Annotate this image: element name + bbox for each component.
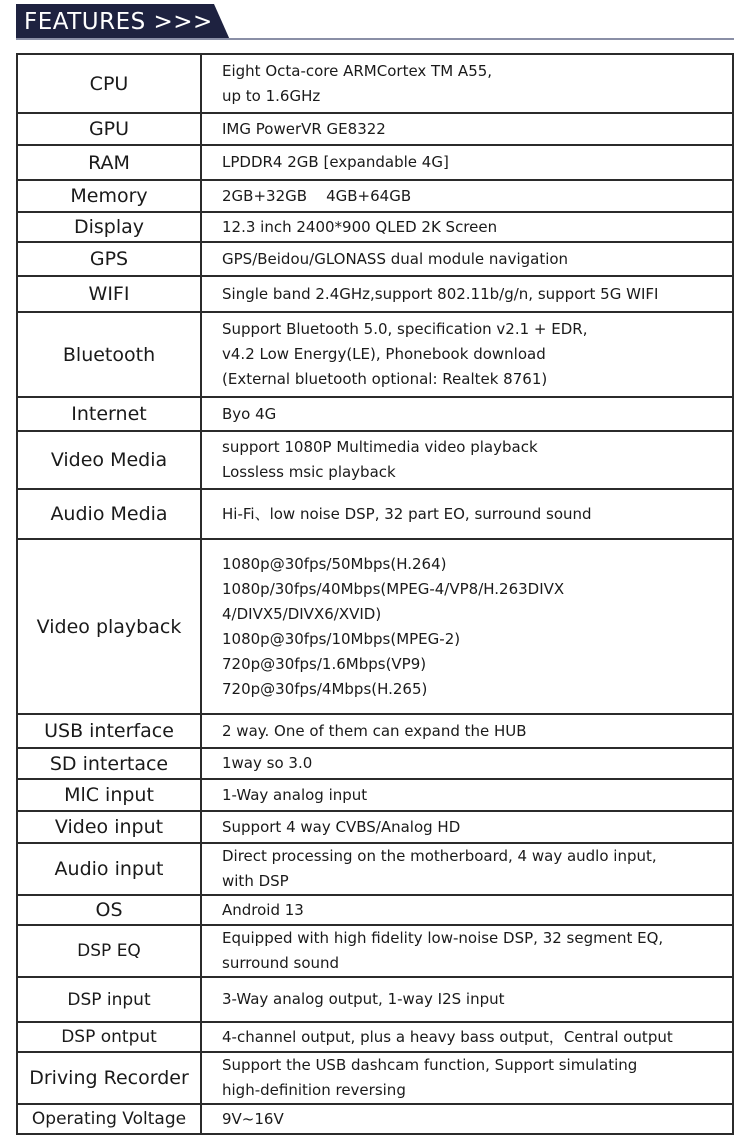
table-row: [17, 431, 733, 489]
table-row: [17, 714, 733, 748]
spec-label: Bluetooth: [17, 312, 201, 397]
spec-value-line: Eight Octa-core ARMCortex TM A55,: [222, 61, 493, 80]
table-row: [17, 925, 733, 977]
spec-value-line: IMG PowerVR GE8322: [222, 119, 386, 138]
spec-value: [201, 714, 733, 748]
spec-label: SD intertace: [17, 748, 201, 779]
spec-value-line: 4-channel output, plus a heavy bass output，Central output: [222, 1027, 673, 1046]
table-row: [17, 811, 733, 843]
spec-value: [201, 397, 733, 431]
spec-label: Audio input: [17, 843, 201, 895]
spec-value: [201, 1022, 733, 1052]
spec-value-line: Lossless msic playback: [222, 463, 396, 481]
spec-label: WIFI: [17, 276, 201, 312]
spec-value: [201, 748, 733, 779]
spec-value: [201, 489, 733, 539]
spec-value: [201, 113, 733, 145]
spec-label: RAM: [17, 145, 201, 180]
spec-value: [201, 242, 733, 276]
spec-label: CPU: [17, 54, 201, 113]
table-row: [17, 977, 733, 1022]
table-row: [17, 748, 733, 779]
spec-label: Video input: [17, 811, 201, 843]
spec-label: GPS: [17, 242, 201, 276]
spec-value-line: 4/DIVX5/DIVX6/XVID): [222, 604, 382, 623]
spec-value-line: 1080p/30fps/40Mbps(MPEG-4/VP8/H.263DIVX: [222, 579, 565, 598]
spec-value-line: surround sound: [222, 954, 340, 972]
spec-value: [201, 779, 733, 811]
spec-label: Internet: [17, 397, 201, 431]
header-divider: [16, 38, 734, 40]
table-row: [17, 276, 733, 312]
spec-label: Display: [17, 212, 201, 242]
spec-value-line: Support 4 way CVBS/Analog HD: [222, 817, 461, 836]
spec-value: [201, 1052, 733, 1104]
spec-value-line: (External bluetooth optional: Realtek 8761): [222, 370, 548, 388]
spec-value-line: Direct processing on the motherboard, 4 way audlo input,: [222, 847, 657, 865]
spec-value-line: Single band 2.4GHz,support 802.11b/g/n, support 5G WIFI: [222, 284, 659, 303]
spec-value-line: 2GB+32GB 4GB+64GB: [222, 186, 412, 205]
spec-label: OS: [17, 895, 201, 925]
spec-value-line: Support the USB dashcam function, Support simulating: [222, 1056, 638, 1074]
features-header: [16, 4, 734, 40]
spec-value: [201, 843, 733, 895]
spec-value: [201, 1104, 733, 1134]
table-row: [17, 489, 733, 539]
table-row: [17, 212, 733, 242]
spec-value-line: v4.2 Low Energy(LE), Phonebook download: [222, 345, 546, 363]
spec-label: DSP EQ: [17, 925, 201, 977]
spec-value: [201, 54, 733, 113]
spec-label: DSP ontput: [17, 1022, 201, 1052]
spec-label: USB interface: [17, 714, 201, 748]
spec-label: Audio Media: [17, 489, 201, 539]
spec-value-line: 1080p@30fps/10Mbps(MPEG-2): [222, 629, 461, 648]
spec-value-line: 3-Way analog output, 1-way I2S input: [222, 990, 505, 1008]
table-row: [17, 242, 733, 276]
table-row: [17, 113, 733, 145]
table-row: [17, 895, 733, 925]
table-row: [17, 843, 733, 895]
spec-value-line: Support Bluetooth 5.0, specification v2.1 + EDR,: [222, 320, 588, 338]
spec-value: [201, 895, 733, 925]
table-row: [17, 312, 733, 397]
spec-label: GPU: [17, 113, 201, 145]
spec-value: [201, 431, 733, 489]
page-title: FEATURES >>>: [24, 9, 213, 35]
table-row: [17, 1104, 733, 1134]
spec-value-line: 1way so 3.0: [222, 754, 313, 772]
spec-label: Driving Recorder: [17, 1052, 201, 1104]
spec-label: Video playback: [17, 539, 201, 714]
table-row: [17, 1052, 733, 1104]
spec-value-line: GPS/Beidou/GLONASS dual module navigation: [222, 249, 569, 268]
spec-table: [16, 53, 734, 1135]
spec-value: [201, 276, 733, 312]
table-row: [17, 397, 733, 431]
spec-value-line: Android 13: [222, 900, 304, 919]
spec-value-line: 720p@30fps/1.6Mbps(VP9): [222, 654, 427, 673]
spec-value: [201, 811, 733, 843]
table-row: [17, 779, 733, 811]
table-row: [17, 539, 733, 714]
spec-value-line: support 1080P Multimedia video playback: [222, 438, 538, 456]
spec-value: [201, 212, 733, 242]
spec-value: [201, 925, 733, 977]
spec-value-line: 1080p@30fps/50Mbps(H.264): [222, 554, 447, 573]
spec-value-line: LPDDR4 2GB [expandable 4G]: [222, 153, 449, 171]
spec-value: [201, 977, 733, 1022]
spec-value-line: 2 way. One of them can expand the HUB: [222, 721, 527, 740]
table-row: [17, 180, 733, 212]
spec-value-line: 1-Way analog input: [222, 785, 368, 804]
table-row: [17, 1022, 733, 1052]
spec-value-line: 12.3 inch 2400*900 QLED 2K Screen: [222, 217, 498, 236]
spec-label: Memory: [17, 180, 201, 212]
spec-value-line: with DSP: [222, 872, 289, 890]
spec-label: Video Media: [17, 431, 201, 489]
spec-label: Operating Voltage: [17, 1104, 201, 1134]
spec-value-line: high-definition reversing: [222, 1081, 406, 1099]
spec-value-line: Equipped with high fidelity low-noise DSP, 32 segment EQ,: [222, 929, 664, 947]
spec-label: MlC input: [17, 779, 201, 811]
table-row: [17, 54, 733, 113]
spec-value: [201, 539, 733, 714]
spec-value-line: 9V~16V: [222, 1109, 284, 1128]
spec-value-line: Byo 4G: [222, 404, 277, 423]
spec-value-line: 720p@30fps/4Mbps(H.265): [222, 679, 428, 698]
spec-value-line: up to 1.6GHz: [222, 86, 321, 105]
spec-value: [201, 312, 733, 397]
table-row: [17, 145, 733, 180]
spec-value: [201, 145, 733, 180]
spec-value-line: Hi-Fi、low noise DSP, 32 part EO, surround sound: [222, 504, 592, 523]
spec-label: DSP input: [17, 977, 201, 1022]
spec-value: [201, 180, 733, 212]
